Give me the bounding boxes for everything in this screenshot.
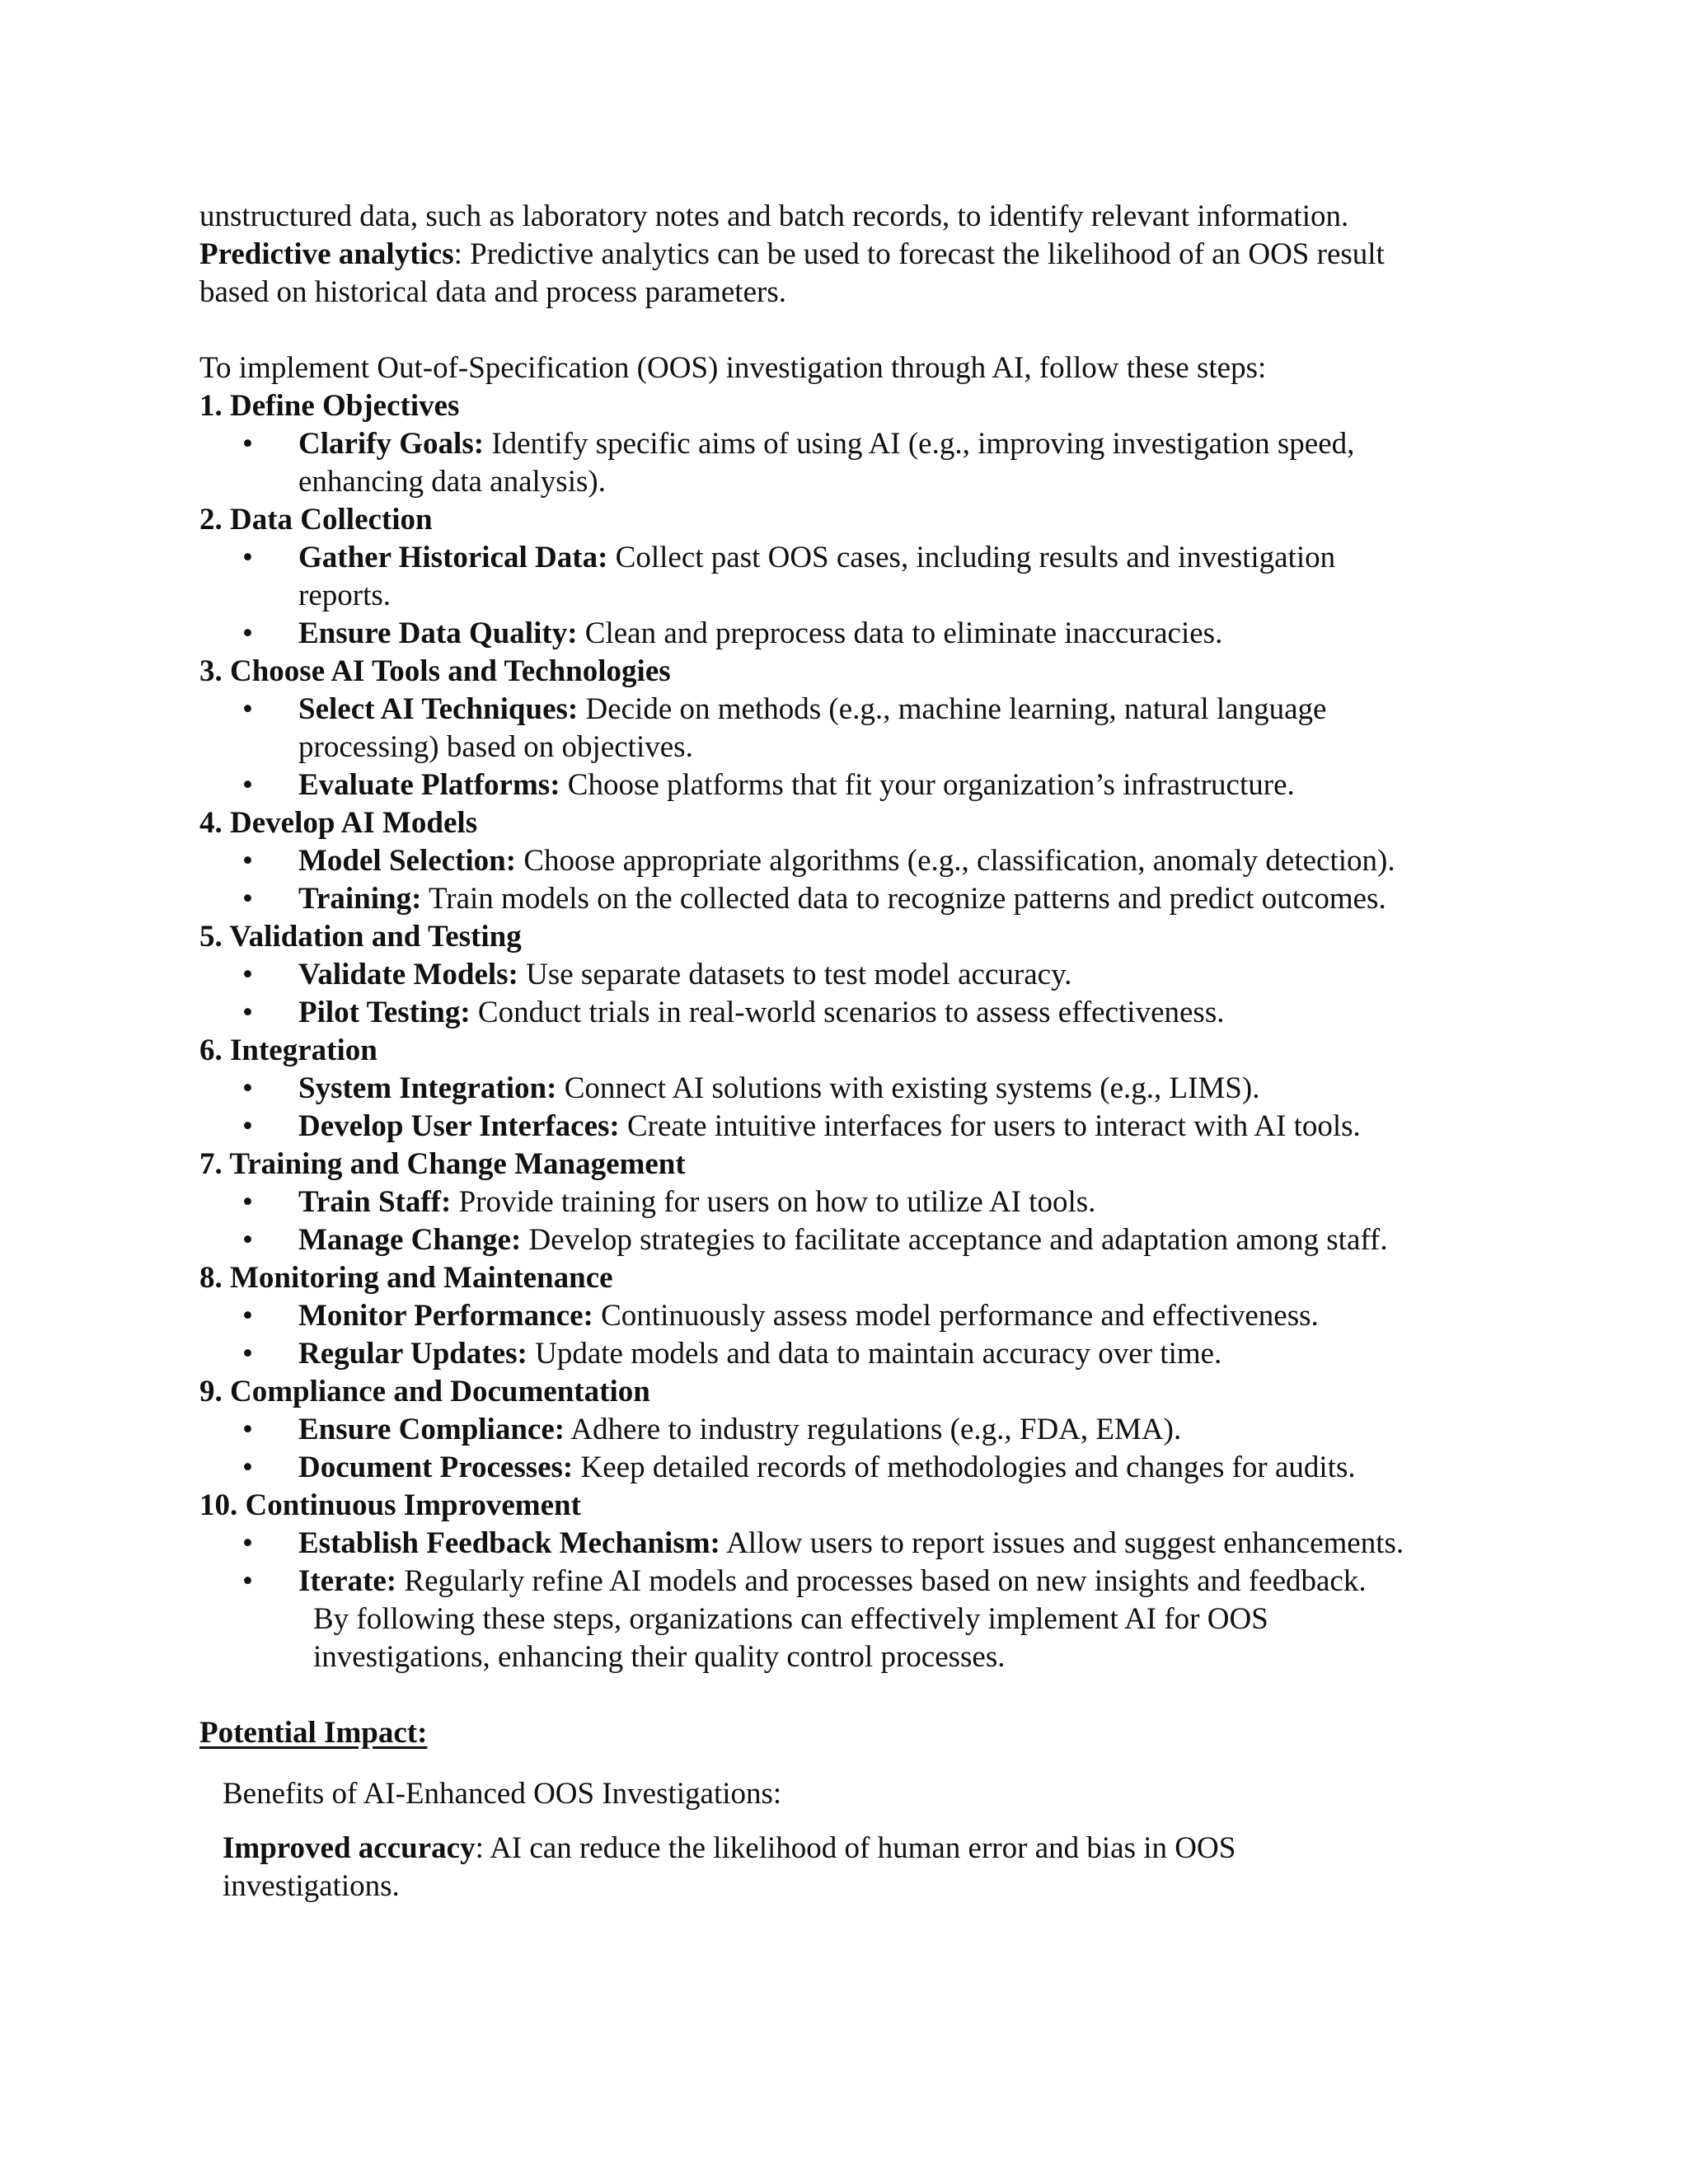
bullet-label: Evaluate Platforms: xyxy=(298,768,560,802)
step-heading: 3. Choose AI Tools and Technologies xyxy=(199,654,671,688)
closing-paragraph xyxy=(199,1601,1535,1676)
bullet-label: Pilot Testing: xyxy=(298,996,471,1029)
step-section xyxy=(199,918,1535,1032)
bullet-text: Update models and data to maintain accuracy over time. xyxy=(527,1337,1222,1371)
benefits-subheading: Benefits of AI-Enhanced OOS Investigations: xyxy=(223,1777,782,1811)
bullet-dot-icon: • xyxy=(242,1109,253,1143)
bullet-label: Monitor Performance: xyxy=(298,1299,593,1333)
closing-line-2: investigations, enhancing their quality control processes. xyxy=(313,1640,1006,1674)
step-heading: 6. Integration xyxy=(199,1033,377,1067)
bullet-label: Manage Change: xyxy=(298,1223,522,1257)
bullet-item xyxy=(199,766,1535,804)
bullet-item xyxy=(199,1525,1535,1563)
bullet-label: Ensure Compliance: xyxy=(298,1413,565,1446)
bullet-line xyxy=(298,1108,1535,1146)
bullet-text: Regularly refine AI models and processes based on new insights and feedback. xyxy=(396,1564,1367,1598)
bullet-dot-icon: • xyxy=(242,882,253,916)
bullet-line xyxy=(298,842,1535,880)
bullet-dot-icon: • xyxy=(242,1451,253,1484)
improved-accuracy-line-1 xyxy=(223,1830,1535,1868)
bullet-item xyxy=(199,956,1535,994)
bullet-text: Keep detailed records of methodologies and changes for audits. xyxy=(573,1451,1356,1484)
predictive-analytics-label: Predictive analytics xyxy=(199,237,454,271)
intro-paragraph xyxy=(199,198,1535,312)
bullet-line xyxy=(298,880,1535,918)
bullet-line xyxy=(298,1449,1535,1487)
bullet-label: Iterate: xyxy=(298,1564,397,1598)
bullet-text: Train models on the collected data to recognize patterns and predict outcomes. xyxy=(421,882,1386,916)
bullet-dot-icon: • xyxy=(242,1413,253,1446)
bullet-line xyxy=(298,994,1535,1032)
improved-accuracy-label: Improved accuracy xyxy=(223,1831,476,1865)
bullet-text: Identify specific aims of using AI (e.g., improving investigation speed, xyxy=(484,427,1355,461)
bullet-item xyxy=(199,1411,1535,1449)
bullet-label: Establish Feedback Mechanism: xyxy=(298,1526,720,1560)
bullet-text: Decide on methods (e.g., machine learning, natural language xyxy=(578,692,1327,726)
bullet-line xyxy=(298,956,1535,994)
bullet-item xyxy=(199,1070,1535,1108)
predictive-analytics-line xyxy=(199,236,1535,274)
bullet-label: Select AI Techniques: xyxy=(298,692,579,726)
bullet-item xyxy=(199,425,1535,501)
improved-accuracy-line-2: investigations. xyxy=(223,1869,400,1903)
bullet-item xyxy=(199,1335,1535,1373)
intro-line: unstructured data, such as laboratory notes and batch records, to identify relevant information. xyxy=(199,199,1349,233)
bullet-label: Develop User Interfaces: xyxy=(298,1109,620,1143)
step-section xyxy=(199,653,1535,804)
bullet-line xyxy=(298,539,1535,577)
bullet-text: Conduct trials in real-world scenarios to assess effectiveness. xyxy=(470,996,1225,1029)
bullet-line: reports. xyxy=(298,579,391,612)
bullet-item xyxy=(199,539,1535,615)
predictive-analytics-text: : Predictive analytics can be used to forecast the likelihood of an OOS result xyxy=(453,237,1385,271)
step-heading: 5. Validation and Testing xyxy=(199,920,522,954)
step-section xyxy=(199,804,1535,918)
bullet-label: Gather Historical Data: xyxy=(298,541,608,574)
step-section xyxy=(199,1032,1535,1146)
bullet-line xyxy=(298,425,1535,463)
step-section xyxy=(199,1487,1535,1601)
bullet-item xyxy=(199,1221,1535,1259)
steps-lead: To implement Out-of-Specification (OOS) investigation through AI, follow these steps: xyxy=(199,351,1267,385)
bullet-label: Model Selection: xyxy=(298,844,517,878)
step-heading: 1. Define Objectives xyxy=(199,389,460,423)
bullet-line xyxy=(298,1411,1535,1449)
step-section xyxy=(199,1373,1535,1487)
bullet-item xyxy=(199,880,1535,918)
bullet-text: Clean and preprocess data to eliminate inaccuracies. xyxy=(577,616,1223,650)
step-heading: 7. Training and Change Management xyxy=(199,1147,686,1181)
bullet-line xyxy=(298,615,1535,653)
bullet-item xyxy=(199,615,1535,653)
bullet-dot-icon: • xyxy=(242,692,253,726)
improved-accuracy-text: : AI can reduce the likelihood of human error and bias in OOS xyxy=(475,1831,1236,1865)
bullet-dot-icon: • xyxy=(242,541,253,574)
step-heading: 8. Monitoring and Maintenance xyxy=(199,1261,613,1295)
bullet-text: Choose platforms that fit your organization’s infrastructure. xyxy=(560,768,1295,802)
bullet-dot-icon: • xyxy=(242,1564,253,1598)
bullet-text: Allow users to report issues and suggest enhancements. xyxy=(720,1526,1404,1560)
bullet-text: Continuously assess model performance and effectiveness. xyxy=(593,1299,1319,1333)
bullet-dot-icon: • xyxy=(242,1223,253,1257)
bullet-line xyxy=(298,1563,1535,1601)
bullet-dot-icon: • xyxy=(242,844,253,878)
bullet-dot-icon: • xyxy=(242,1299,253,1333)
bullet-item xyxy=(199,1108,1535,1146)
bullet-line xyxy=(298,1525,1535,1563)
bullet-dot-icon: • xyxy=(242,1526,253,1560)
bullet-label: System Integration: xyxy=(298,1071,557,1105)
bullet-dot-icon: • xyxy=(242,427,253,461)
bullet-line xyxy=(298,1335,1535,1373)
improved-accuracy-paragraph xyxy=(199,1830,1535,1905)
step-heading: 2. Data Collection xyxy=(199,503,433,537)
bullet-line xyxy=(298,1221,1535,1259)
spacer xyxy=(199,312,1535,349)
bullet-item xyxy=(199,1297,1535,1335)
bullet-label: Train Staff: xyxy=(298,1185,452,1219)
bullet-line xyxy=(298,1297,1535,1335)
bullet-label: Document Processes: xyxy=(298,1451,574,1484)
bullet-text: Provide training for users on how to utilize AI tools. xyxy=(451,1185,1096,1219)
bullet-text: Collect past OOS cases, including results and investigation xyxy=(607,541,1336,574)
bullet-line xyxy=(298,1183,1535,1221)
step-heading: 9. Compliance and Documentation xyxy=(199,1375,650,1408)
bullet-line xyxy=(298,691,1535,729)
step-heading: 4. Develop AI Models xyxy=(199,806,478,840)
bullet-label: Validate Models: xyxy=(298,958,518,991)
bullet-line: processing) based on objectives. xyxy=(298,730,693,764)
bullet-label: Regular Updates: xyxy=(298,1337,528,1371)
bullet-item xyxy=(199,1183,1535,1221)
bullet-text: Develop strategies to facilitate acceptance and adaptation among staff. xyxy=(521,1223,1388,1257)
bullet-text: Adhere to industry regulations (e.g., FDA, EMA). xyxy=(565,1413,1182,1446)
step-heading: 10. Continuous Improvement xyxy=(199,1488,581,1522)
bullet-dot-icon: • xyxy=(242,1337,253,1371)
bullet-item xyxy=(199,842,1535,880)
bullet-dot-icon: • xyxy=(242,616,253,650)
document-page xyxy=(199,198,1535,1905)
bullet-text: Connect AI solutions with existing systems (e.g., LIMS). xyxy=(556,1071,1260,1105)
bullet-dot-icon: • xyxy=(242,1185,253,1219)
bullet-text: Create intuitive interfaces for users to interact with AI tools. xyxy=(619,1109,1361,1143)
step-section xyxy=(199,1146,1535,1259)
bullet-line xyxy=(298,766,1535,804)
bullet-dot-icon: • xyxy=(242,768,253,802)
bullet-label: Training: xyxy=(298,882,422,916)
bullet-dot-icon: • xyxy=(242,958,253,991)
bullet-line: enhancing data analysis). xyxy=(298,465,606,499)
bullet-item xyxy=(199,1563,1535,1601)
step-section xyxy=(199,501,1535,653)
potential-impact-heading: Potential Impact: xyxy=(199,1716,428,1750)
bullet-dot-icon: • xyxy=(242,996,253,1029)
steps-list xyxy=(199,387,1535,1601)
predictive-analytics-line-2: based on historical data and process parameters. xyxy=(199,275,786,309)
bullet-item xyxy=(199,1449,1535,1487)
bullet-label: Clarify Goals: xyxy=(298,427,485,461)
bullet-line xyxy=(298,1070,1535,1108)
bullet-text: Use separate datasets to test model accuracy. xyxy=(518,958,1072,991)
step-section xyxy=(199,387,1535,501)
step-section xyxy=(199,1259,1535,1373)
bullet-item xyxy=(199,994,1535,1032)
bullet-item xyxy=(199,691,1535,766)
bullet-text: Choose appropriate algorithms (e.g., classification, anomaly detection). xyxy=(516,844,1395,878)
bullet-label: Ensure Data Quality: xyxy=(298,616,578,650)
bullet-dot-icon: • xyxy=(242,1071,253,1105)
closing-line-1: By following these steps, organizations can effectively implement AI for OOS xyxy=(313,1602,1268,1636)
